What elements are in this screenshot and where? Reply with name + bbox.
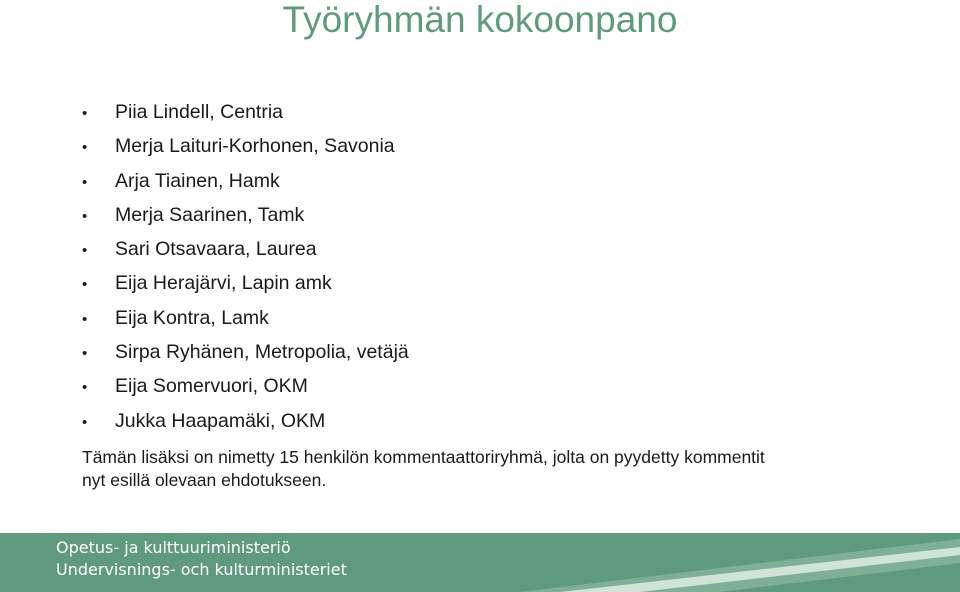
list-item bbox=[82, 199, 409, 233]
bullet-icon: • bbox=[82, 345, 88, 363]
member-name: Sirpa Ryhänen, Metropolia, vetäjä bbox=[115, 341, 409, 364]
slide-title: Työryhmän kokoonpano bbox=[282, 0, 678, 40]
member-name: Arja Tiainen, Hamk bbox=[115, 169, 280, 192]
member-name: Eija Kontra, Lamk bbox=[115, 306, 269, 329]
bullet-icon: • bbox=[82, 207, 88, 225]
member-name: Sari Otsavaara, Laurea bbox=[115, 238, 317, 261]
list-item bbox=[82, 233, 409, 267]
list-item bbox=[82, 96, 409, 130]
bullet-icon: • bbox=[82, 276, 88, 294]
member-name: Merja Laituri-Korhonen, Savonia bbox=[115, 135, 395, 158]
bullet-icon: • bbox=[82, 105, 88, 122]
bullet-icon: • bbox=[82, 310, 88, 328]
list-item bbox=[82, 165, 409, 199]
ministry-name bbox=[56, 537, 347, 581]
list-item bbox=[82, 267, 409, 301]
list-item bbox=[82, 302, 409, 336]
list-item bbox=[82, 130, 409, 164]
member-name: Eija Somervuori, OKM bbox=[115, 375, 308, 398]
member-name: Eija Herajärvi, Lapin amk bbox=[115, 272, 332, 295]
bullet-icon: • bbox=[82, 242, 88, 260]
bullet-icon: • bbox=[82, 379, 88, 397]
note-line: nyt esillä olevaan ehdotukseen. bbox=[82, 470, 327, 490]
bullet-icon: • bbox=[82, 139, 88, 157]
list-item bbox=[82, 405, 409, 439]
note-line: Tämän lisäksi on nimetty 15 henkilön kommentaattoriryhmä, jolta on pyydetty kommentit bbox=[82, 447, 765, 467]
footer-band bbox=[0, 533, 960, 592]
bullet-icon: • bbox=[82, 413, 88, 431]
ministry-name-fi: Opetus- ja kulttuuriministeriö bbox=[56, 538, 291, 557]
list-item bbox=[82, 336, 409, 370]
ministry-name-sv: Undervisnings- och kulturministeriet bbox=[56, 560, 347, 579]
list-item bbox=[82, 370, 409, 404]
member-list bbox=[82, 96, 409, 439]
commentator-note bbox=[82, 446, 882, 492]
member-name: Merja Saarinen, Tamk bbox=[115, 203, 305, 226]
member-name: Piia Lindell, Centria bbox=[115, 101, 284, 123]
member-name: Jukka Haapamäki, OKM bbox=[115, 409, 326, 432]
bullet-icon: • bbox=[82, 173, 88, 191]
